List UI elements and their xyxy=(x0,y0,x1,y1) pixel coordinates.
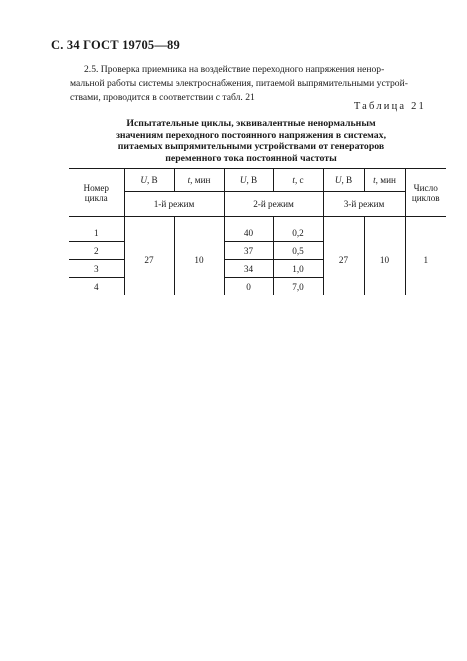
paragraph-line-3: ствами, проводится в соответствии с табл. 21 xyxy=(70,92,255,103)
mode2-voltage-cell: 0 xyxy=(224,278,273,296)
header-mode3-u: U, В xyxy=(323,169,364,192)
section-paragraph xyxy=(70,63,425,105)
header-mode2: 2-й режим xyxy=(224,192,323,217)
header-mode1: 1-й режим xyxy=(124,192,224,217)
table-title xyxy=(75,118,427,164)
header-mode3: 3-й режим xyxy=(323,192,405,217)
cycle-number-cell: 3 xyxy=(69,260,124,278)
test-cycles-table xyxy=(69,168,446,295)
paragraph-line-1-text: 2.5. Проверка приемника на воздействие переходного напряжения ненор- xyxy=(84,64,385,75)
table-title-line-1: Испытательные циклы, эквивалентные ненормальным xyxy=(126,118,376,129)
table-title-line-2: значениям переходного постоянного напряжения в системах, xyxy=(115,129,387,141)
header-mode3-t: t, мин xyxy=(364,169,405,192)
mode2-time-cell: 0,5 xyxy=(273,242,323,260)
mode2-time-cell: 7,0 xyxy=(273,278,323,296)
mode2-voltage-cell: 37 xyxy=(224,242,273,260)
mode1-voltage-cell: 27 xyxy=(124,224,174,295)
mode3-voltage-cell: 27 xyxy=(323,224,364,295)
header-mode1-t: t, мин xyxy=(174,169,224,192)
table-title-line-3: питаемых выпрямительными устройствами от генераторов xyxy=(117,141,385,152)
table-title-line-4: переменного тока постоянной частоты xyxy=(165,152,337,164)
header-mode2-u: U, В xyxy=(224,169,273,192)
paragraph-line-2: мальной работы системы электроснабжения, питаемой выпрямительными устрой- xyxy=(70,78,408,89)
page-header: С. 34 ГОСТ 19705—89 xyxy=(51,38,180,52)
mode3-time-cell: 10 xyxy=(364,224,405,295)
mode1-time-cell: 10 xyxy=(174,224,224,295)
mode2-time-cell: 1,0 xyxy=(273,260,323,278)
header-cycle-number: Номер цикла xyxy=(69,169,124,217)
paragraph-line-1 xyxy=(70,63,425,77)
header-mode1-u: U, В xyxy=(124,169,174,192)
cycle-number-cell: 2 xyxy=(69,242,124,260)
header-cycle-count: Число циклов xyxy=(405,169,446,217)
mode2-voltage-cell: 34 xyxy=(224,260,273,278)
cycle-number-cell: 4 xyxy=(93,281,99,292)
header-mode2-t: t, с xyxy=(273,169,323,192)
mode2-time-cell: 0,2 xyxy=(273,224,323,242)
mode2-voltage-cell: 40 xyxy=(224,224,273,242)
cycle-count-cell: 1 xyxy=(405,224,446,295)
cycle-number-cell: 1 xyxy=(69,224,124,242)
table-label: Таблица 21 xyxy=(353,101,426,112)
